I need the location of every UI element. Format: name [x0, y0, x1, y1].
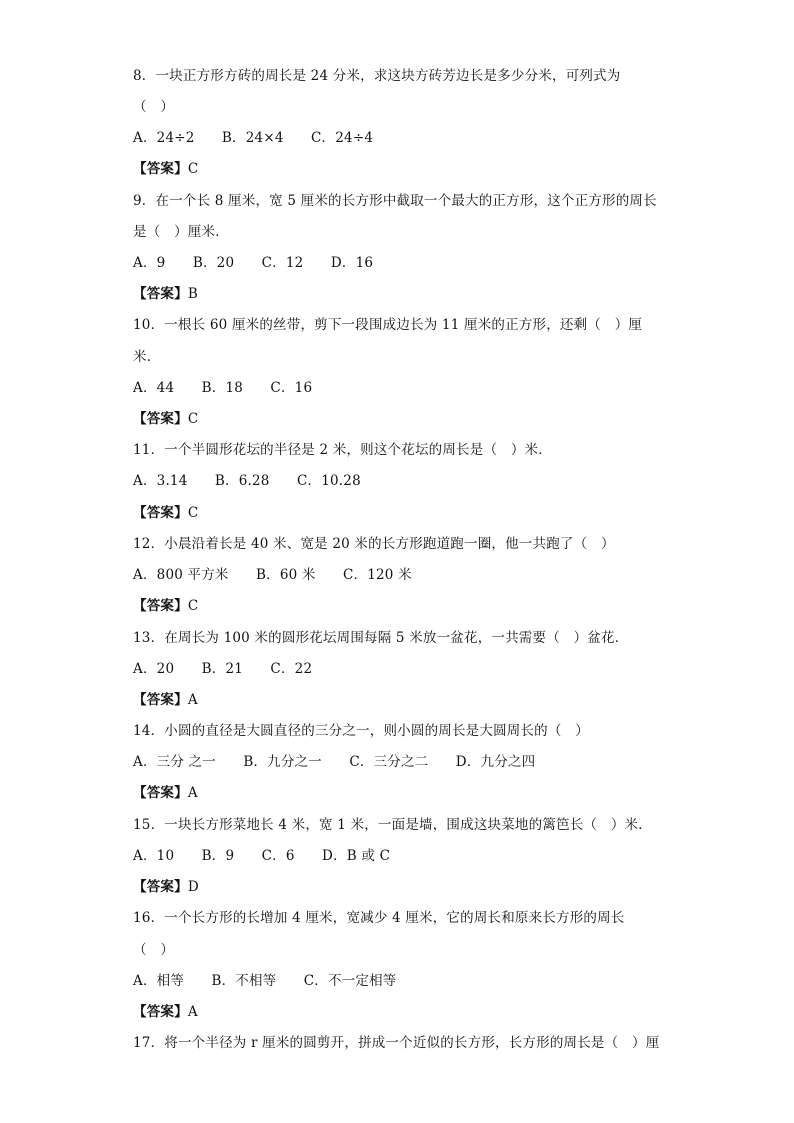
answer-label: 【答案】 [133, 785, 188, 801]
question-12-answer [133, 596, 198, 616]
question-11-options: A．3.14 B．6.28 C．10.28 [133, 473, 361, 489]
question-12-stem-line-1: 12．小晨沿着长是 40 米、宽是 20 米的长方形跑道跑一圈，他一共跑了（ ） [133, 536, 615, 552]
question-15-answer [133, 877, 199, 897]
answer-value: D [187, 879, 199, 895]
question-9-options: A．9 B．20 C．12 D．16 [133, 255, 374, 271]
question-8-stem-line-2: （ ） [133, 99, 175, 115]
answer-label: 【答案】 [133, 692, 188, 708]
question-13-options: A．20 B．21 C．22 [133, 661, 313, 677]
question-9-stem-line-1: 9．在一个长 8 厘米，宽 5 厘米的长方形中截取一个最大的正方形，这个正方形的周长 [133, 193, 657, 209]
question-10-answer [133, 409, 198, 429]
answer-label: 【答案】 [133, 286, 188, 302]
answer-value: C [187, 411, 199, 427]
answer-label: 【答案】 [133, 161, 188, 177]
question-16-options: A．相等 B．不相等 C．不一定相等 [133, 973, 397, 989]
question-9-stem-line-2: 是（ ）厘米． [133, 224, 229, 240]
answer-value: C [187, 505, 199, 521]
question-15-stem-line-1: 15．一块长方形菜地长 4 米，宽 1 米，一面是墙，围成这块菜地的篱笆长（ ）米． [133, 817, 652, 833]
question-17-stem-line-1: 17．将一个半径为 r 厘米的圆剪开，拼成一个近似的长方形，长方形的周长是（ ）厘 [133, 1035, 660, 1051]
question-10-stem-line-1: 10．一根长 60 厘米的丝带，剪下一段围成边长为 11 厘米的正方形，还剩（ ）厘 [133, 317, 643, 333]
question-10-stem-line-2: 米． [133, 349, 161, 365]
answer-label: 【答案】 [133, 505, 188, 521]
answer-value: A [187, 692, 198, 708]
question-15-options: A．10 B．9 C．6 D．B 或 C [133, 848, 391, 864]
question-8-options: A．24÷2 B．24×4 C．24÷4 [133, 130, 374, 146]
answer-value: A [187, 785, 198, 801]
question-13-answer [133, 690, 198, 710]
question-8-answer [133, 159, 198, 179]
question-12-options: A．800 平方米 B．60 米 C．120 米 [133, 567, 412, 583]
question-10-options: A．44 B．18 C．16 [133, 380, 313, 396]
question-11-answer [133, 503, 198, 523]
question-16-stem-line-2: （ ） [133, 942, 175, 958]
answer-value: C [187, 161, 199, 177]
answer-label: 【答案】 [133, 879, 188, 895]
question-16-answer [133, 1002, 198, 1022]
answer-label: 【答案】 [133, 598, 188, 614]
answer-value: C [187, 598, 199, 614]
question-11-stem-line-1: 11．一个半圆形花坛的半径是 2 米，则这个花坛的周长是（ ）米． [133, 442, 552, 458]
answer-label: 【答案】 [133, 411, 188, 427]
question-14-answer [133, 783, 198, 803]
question-13-stem-line-1: 13．在周长为 100 米的圆形花坛周围每隔 5 米放一盆花，一共需要（ ）盆花． [133, 630, 629, 646]
question-14-options: A．三分 之一 B．九分之一 C．三分之二 D．九分之四 [133, 754, 536, 770]
question-8-stem-line-1: 8．一块正方形方砖的周长是 24 分米，求这块方砖芳边长是多少分米，可列式为 [133, 68, 621, 84]
question-14-stem-line-1: 14．小圆的直径是大圆直径的三分之一，则小圆的周长是大圆周长的（ ） [133, 723, 589, 739]
answer-value: A [187, 1004, 198, 1020]
answer-value: B [187, 286, 198, 302]
question-16-stem-line-1: 16．一个长方形的长增加 4 厘米，宽减少 4 厘米，它的周长和原来长方形的周长 [133, 910, 625, 926]
answer-label: 【答案】 [133, 1004, 188, 1020]
question-9-answer [133, 284, 198, 304]
